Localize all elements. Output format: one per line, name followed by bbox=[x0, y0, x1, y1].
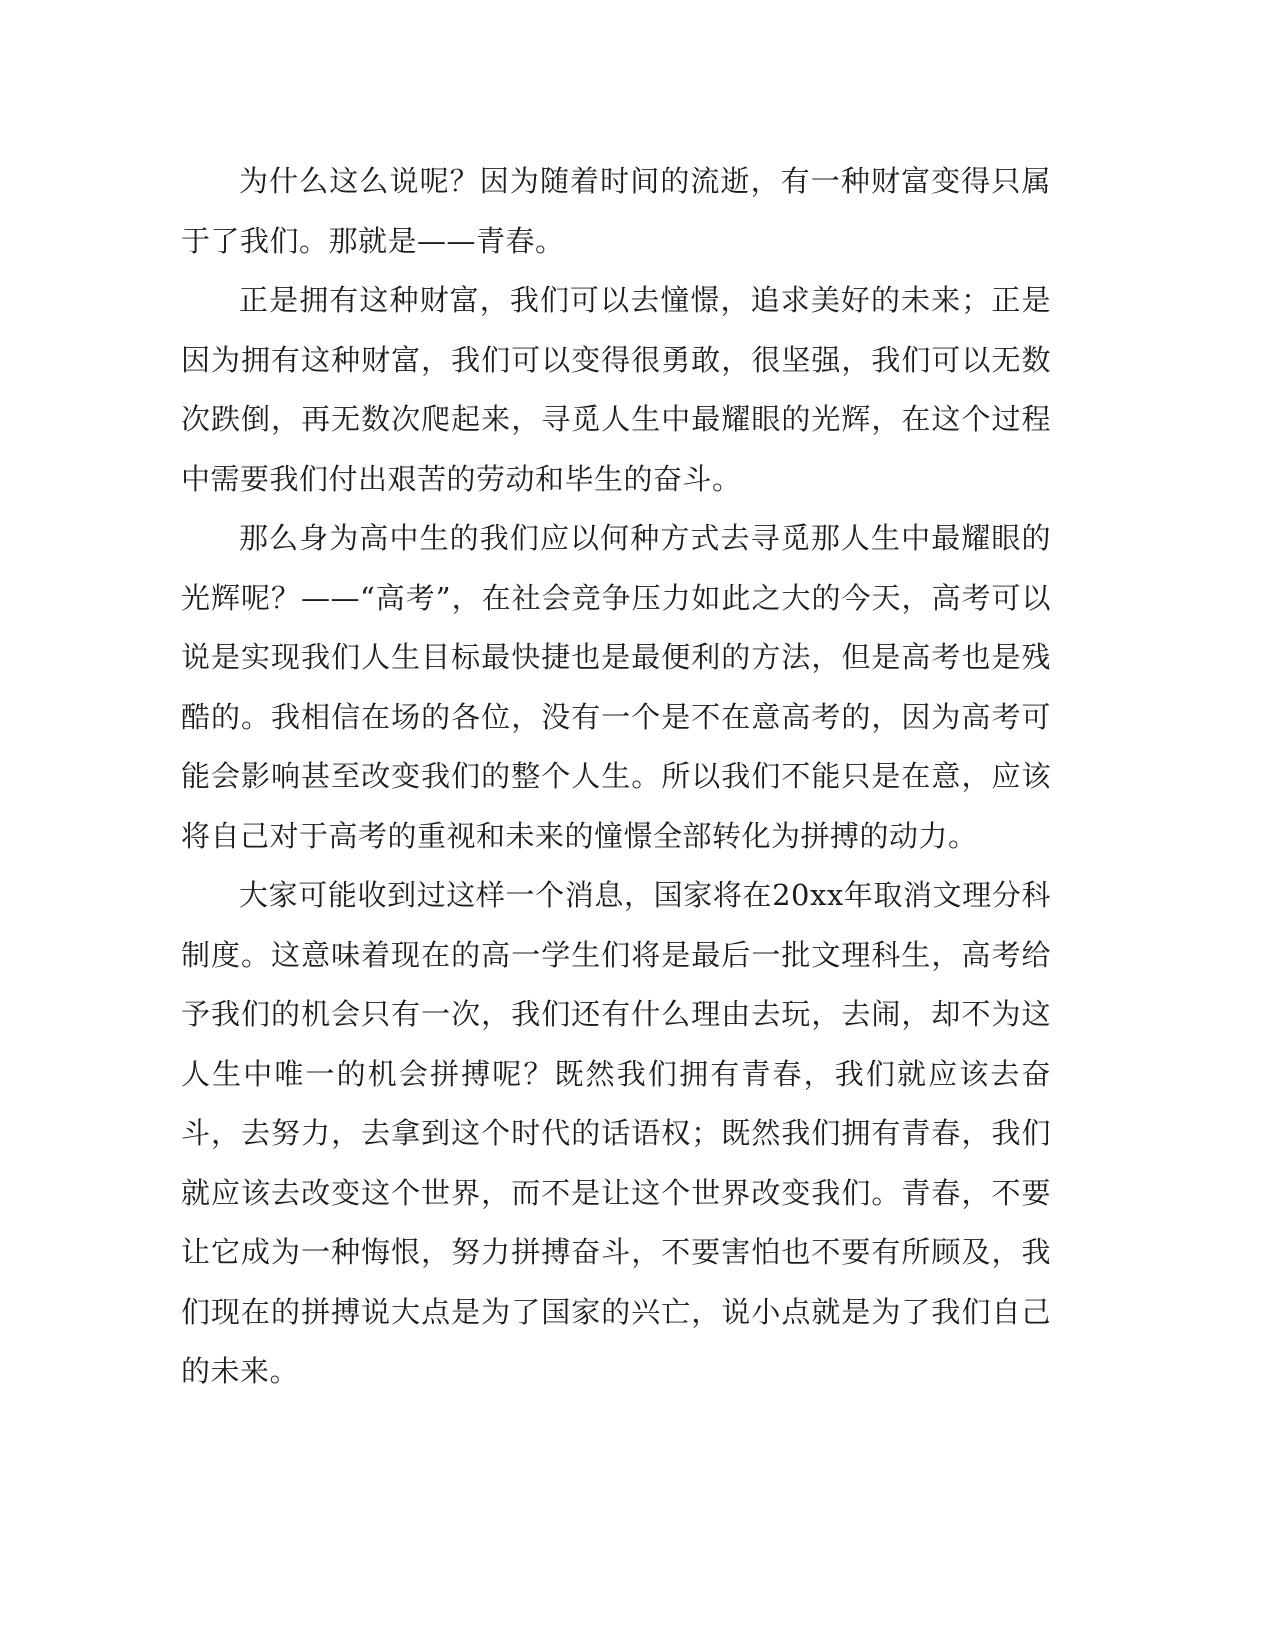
paragraph-3: 那么身为高中生的我们应以何种方式去寻觅那人生中最耀眼的光辉呢？——“高考”，在社会竞争压力如此之大的今天，高考可以说是实现我们人生目标最快捷也是最便利的方法，但是高考也是残酷的。我相信在场的各位，没有一个是不在意高考的，因为高考可能会影响甚至改变我们的整个人生。所以我们不能只是在意，应该将自己对于高考的重视和未来的憧憬全部转化为拼搏的动力。 bbox=[181, 521, 1051, 853]
document-body bbox=[181, 152, 1051, 1402]
paragraph-1: 为什么这么说呢？因为随着时间的流逝，有一种财富变得只属于了我们。那就是——青春。 bbox=[181, 164, 1051, 258]
paragraph-4: 大家可能收到过这样一个消息，国家将在20xx年取消文理分科制度。这意味着现在的高一学生们将是最后一批文理科生，高考给予我们的机会只有一次，我们还有什么理由去玩，去闹，却不为这人生中唯一的机会拼搏呢？既然我们拥有青春，我们就应该去奋斗，去努力，去拿到这个时代的话语权；既然我们拥有青春，我们就应该去改变这个世界，而不是让这个世界改变我们。青春，不要让它成为一种悔恨，努力拼搏奋斗，不要害怕也不要有所顾及，我们现在的拼搏说大点是为了国家的兴亡，说小点就是为了我们自己的未来。 bbox=[181, 878, 1051, 1388]
paragraph-2: 正是拥有这种财富，我们可以去憧憬，追求美好的未来；正是因为拥有这种财富，我们可以变得很勇敢，很坚强，我们可以无数次跌倒，再无数次爬起来，寻觅人生中最耀眼的光辉，在这个过程中需要我们付出艰苦的劳动和毕生的奋斗。 bbox=[181, 283, 1051, 496]
